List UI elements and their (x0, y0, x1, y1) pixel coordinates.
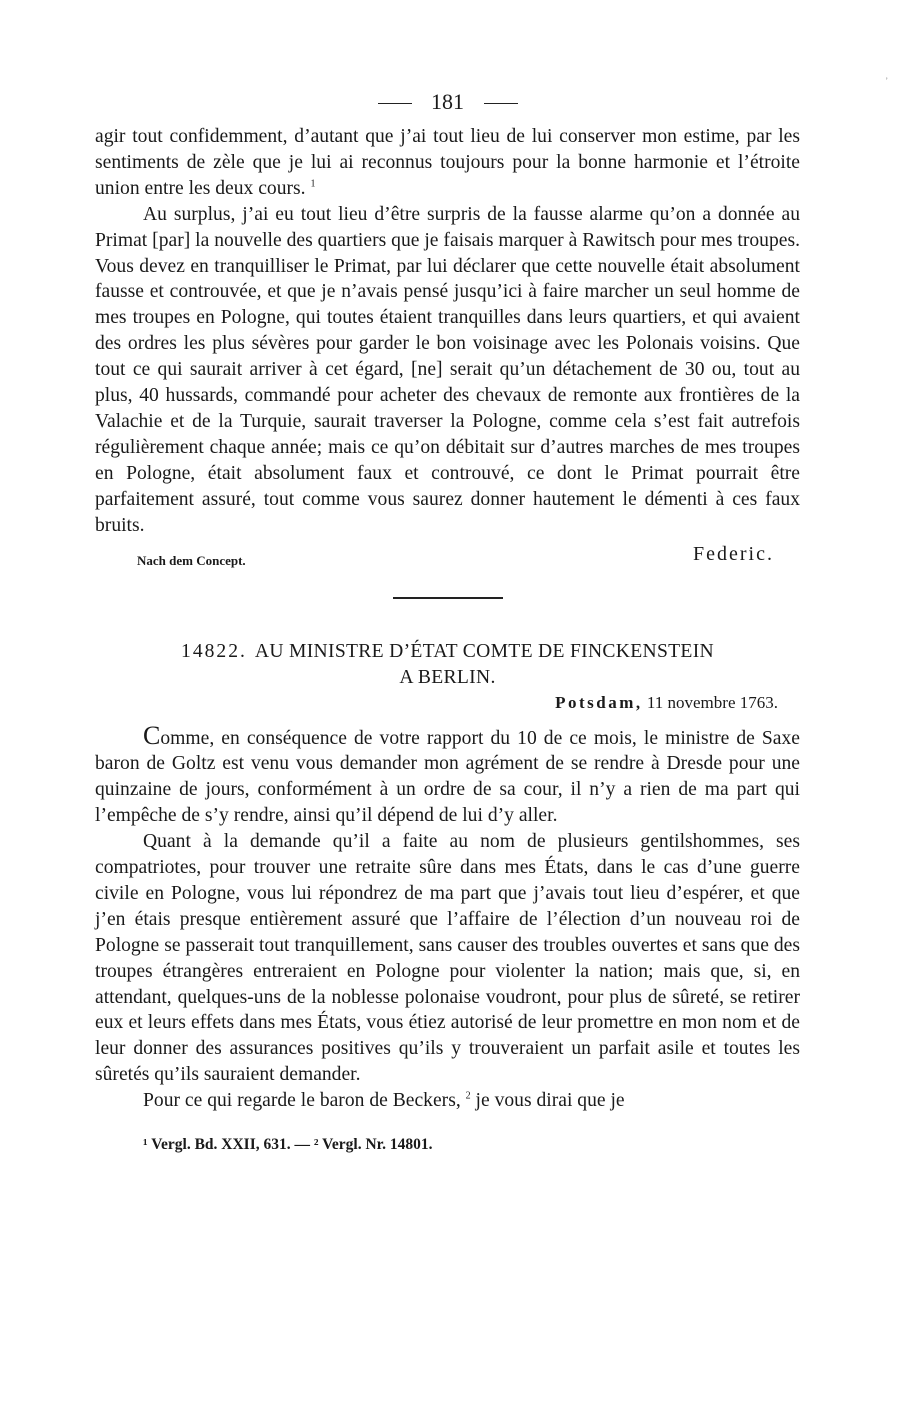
section-divider (393, 597, 503, 599)
footnote-ref-2: 2 (465, 1090, 471, 1102)
letter-paragraph-3 (95, 1088, 800, 1114)
letter-paragraph-3-end: je vous dirai que je (470, 1090, 625, 1112)
surplus-paragraph: Au surplus, j’ai eu tout lieu d’être surpris de la fausse alarme qu’on a donnée au Primat [par] la nouvelle des quartiers que je faisais marquer à Rawitsch pour mes troupes. Vous devez en tranquilliser le Primat, par lui déclarer que cette nouvelle était absolument fausse et controuvée, et que je n’avais pensé jusqu’ici à faire marcher un seul homme de mes troupes en Pologne, qui toutes étaient tranquilles dans leurs quartiers, et qui avaient des ordres les plus sévères pour garder le bon voisinage avec les Polonais voisins. Que tout ce qui saurait arriver à cet égard, [ne] serait qu’un détachement de 30 ou, tout au plus, 40 hussards, commandé pour acheter des chevaux de remonte aux frontières de la Valachie et de la Turquie, saurait traverser la Pologne, comme cela s’est fait autrefois régulièrement chaque année; mais ce qu’on débitait sur d’autres marches de mes troupes en Pologne, était absolument faux et controuvé, ce dont le Primat pourrait être parfaitement assuré, tout comme vous saurez donner hautement le démenti à ces faux bruits. (95, 203, 800, 536)
letter-paragraph-3-text: Pour ce qui regarde le baron de Beckers, (143, 1090, 461, 1112)
letter-paragraph-1 (95, 720, 800, 830)
letter-paragraph-1-text: omme, en conséquence de votre rapport du 10 de ce mois, le ministre de Saxe baron de Goltz est venu vous demander mon agrément de se rendre à Dresde pour une quinzaine de jours, conformément à un ordre de sa cour, il n’y a rien de ma part qui l’empêche de s’y rendre, ainsi qu’il dépend de lui d’y aller. (95, 727, 800, 827)
page-number: 181 (431, 89, 464, 114)
continued-paragraph (95, 124, 800, 202)
signature: Federic. (693, 542, 774, 565)
letter-heading-line1 (95, 639, 800, 665)
dateline-date: 11 novembre 1763. (646, 692, 778, 712)
footnotes: ¹ Vergl. Bd. XXII, 631. — ² Vergl. Nr. 14801. (143, 1136, 433, 1154)
letter-number: 14822. (181, 640, 247, 662)
document-page (95, 88, 800, 1154)
signature-row (95, 543, 800, 577)
header-dash-right (484, 103, 518, 104)
dateline (95, 691, 800, 715)
source-note: Nach dem Concept. (137, 552, 246, 568)
page-header (95, 88, 800, 124)
dateline-place: Potsdam, (555, 692, 643, 712)
initial-letter: C (143, 720, 161, 750)
letter-addressee: AU MINISTRE D’ÉTAT COMTE DE FINCKENSTEIN (254, 640, 714, 662)
letter-paragraph-2: Quant à la demande qu’il a faite au nom de plusieurs gentilshommes, ses compatriotes, pour trouver une retraite sûre dans mes États, dans le cas d’une guerre civile en Pologne, vous lui répondrez de ma part que j’avais tout lieu d’espérer, et que j’en étais presque entièrement assuré que l’affaire de l’élection d’un nouveau roi de Pologne se passerait tout tranquillement, sans causer des troubles ouvertes et sans que des troupes étrangères entreraient en Pologne pour violenter la nation; mais que, si, en attendant, quelques-uns de la noblesse polonaise voudront, pour plus de sûreté, se retirer eux et leurs effets dans mes États, vous étiez autorisé de leur promettre en mon nom et de leur donner des assurances positives qu’ils y trouveraient un parfait asile et toutes les sûretés qu’ils sauraient demander. (95, 831, 800, 1086)
letter-heading (95, 639, 800, 691)
letter-heading-line2: A BERLIN. (399, 666, 496, 688)
footnote-ref-1: 1 (310, 178, 316, 190)
margin-speck: ʼ (885, 76, 888, 85)
continued-paragraph-text: agir tout confidemment, d’autant que j’ai tout lieu de lui conserver mon estime, par les sentiments de zèle que je lui ai reconnus toujours pour la bonne harmonie et l’étroite union entre les deux cours. (95, 126, 800, 199)
header-dash-left (378, 103, 412, 104)
